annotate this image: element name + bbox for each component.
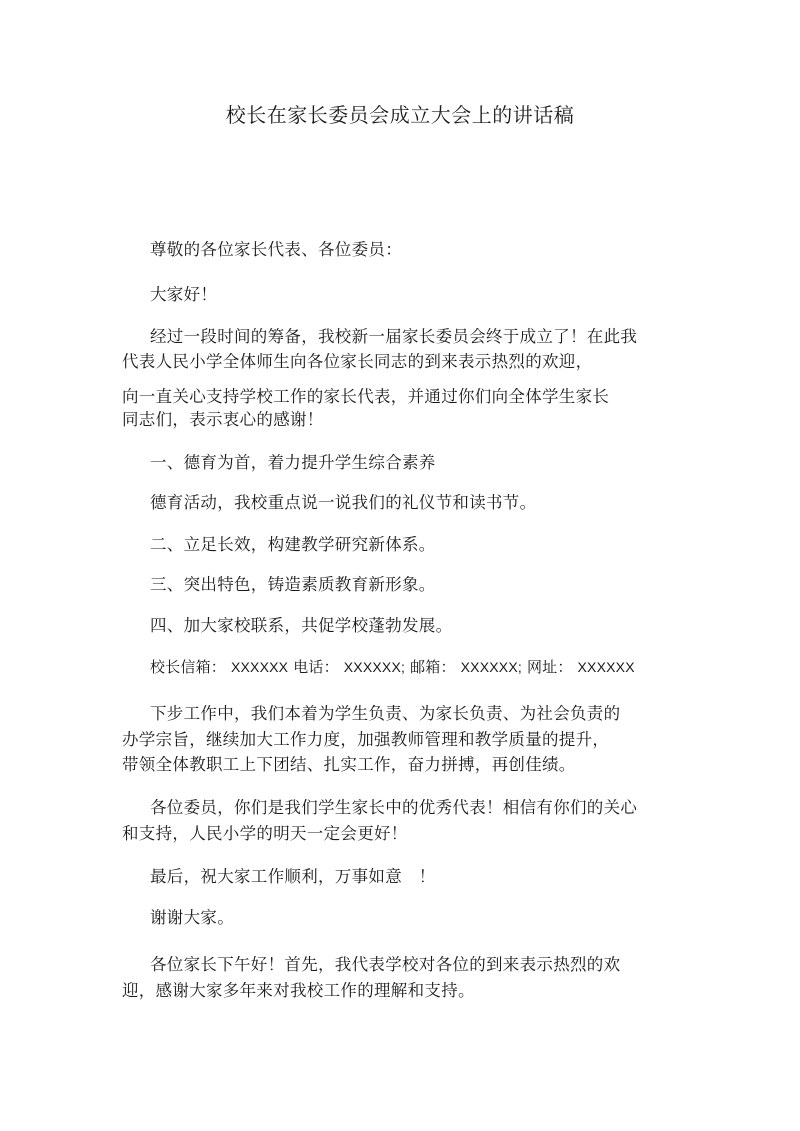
section-heading-4: 四、加大家校联系，共促学校蓬勃发展。 — [150, 616, 453, 635]
paragraph-2-line-1: 下步工作中，我们本着为学生负责、为家长负责、为社会负责的 — [150, 704, 621, 723]
mailbox-value: XXXXXX — [230, 659, 289, 675]
website-value: XXXXXX — [577, 659, 635, 675]
email-label: 邮箱： — [410, 658, 456, 676]
greeting: 尊敬的各位家长代表、各位委员： — [150, 240, 402, 259]
section-heading-3: 三、突出特色，铸造素质教育新形象。 — [150, 575, 436, 594]
paragraph-3-line-2: 和支持，人民小学的明天一定会更好！ — [122, 824, 408, 843]
thanks: 谢谢大家。 — [150, 908, 234, 927]
document-title: 校长在家长委员会成立大会上的讲话稿 — [225, 103, 575, 127]
paragraph-1-line-3: 向一直关心支持学校工作的家长代表，并通过你们向全体学生家长 — [122, 387, 610, 406]
hello: 大家好！ — [150, 285, 218, 304]
paragraph-4-line-1: 各位家长下午好！首先，我代表学校对各位的到来表示热烈的欢 — [150, 955, 621, 974]
paragraph-2-line-2: 办学宗旨，继续加大工作力度，加强教师管理和教学质量的提升， — [122, 730, 610, 749]
website-label: 网址： — [526, 658, 573, 676]
section-1-text: 德育活动，我校重点说一说我们的礼仪节和读书节。 — [150, 493, 537, 512]
phone-value: XXXXXX; — [343, 659, 406, 675]
section-heading-1: 一、德育为首，着力提升学生综合素养 — [150, 453, 436, 472]
paragraph-4-line-2: 迎，感谢大家多年来对我校工作的理解和支持。 — [122, 981, 475, 1000]
email-value: XXXXXX; — [460, 659, 522, 675]
paragraph-1-line-1: 经过一段时间的筹备，我校新一届家长委员会终于成立了！在此我 — [150, 327, 638, 346]
contact-info-line — [150, 655, 635, 679]
mailbox-label: 校长信箱： — [150, 658, 227, 676]
section-heading-2: 二、立足长效，构建教学研究新体系。 — [150, 535, 436, 554]
paragraph-1-line-2: 代表人民小学全体师生向各位家长同志的到来表示热烈的欢迎， — [122, 352, 593, 371]
paragraph-1-line-4: 同志们，表示衷心的感谢！ — [122, 410, 324, 429]
closing-wish: 最后，祝大家工作顺利，万事如意 ！ — [150, 867, 436, 886]
paragraph-2-line-3: 带领全体教职工上下团结、扎实工作，奋力拼搏，再创佳绩。 — [122, 755, 576, 774]
paragraph-3-line-1: 各位委员，你们是我们学生家长中的优秀代表！相信有你们的关心 — [150, 798, 638, 817]
phone-label: 电话： — [293, 658, 339, 676]
